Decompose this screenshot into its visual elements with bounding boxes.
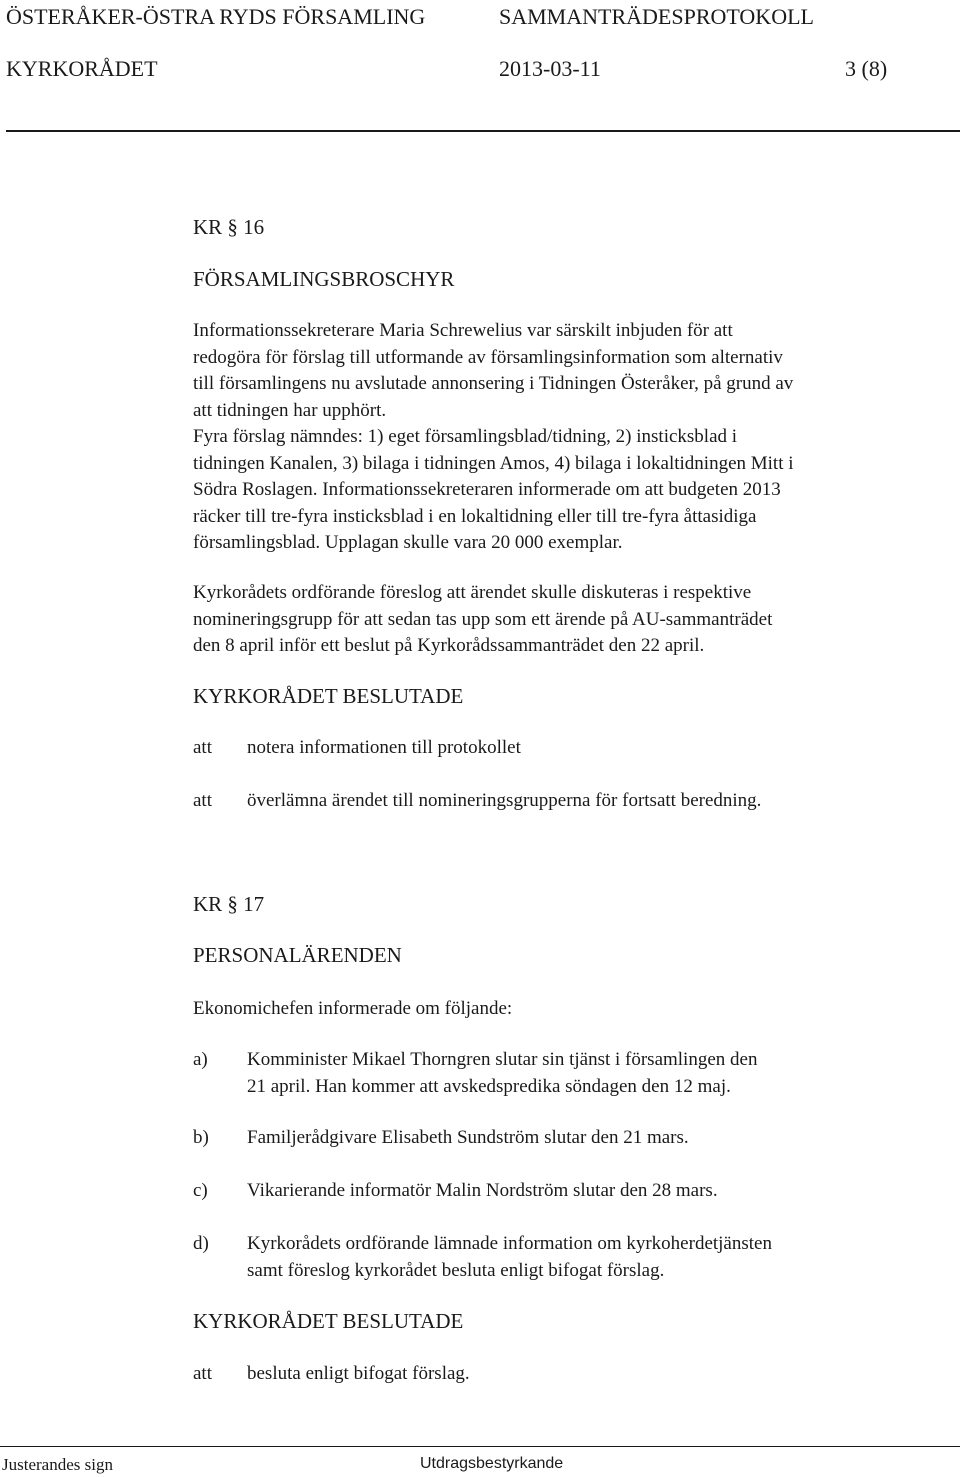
section-paragraph (193, 318, 913, 557)
decision-text: överlämna ärendet till nomineringsgrupperna för fortsatt beredning. (247, 790, 762, 811)
header-rule (6, 130, 960, 132)
footer-rule (0, 1446, 960, 1447)
header-date: 2013-03-11 (499, 56, 601, 81)
text-line: till församlingens nu avslutade annonsering i Tidningen Österåker, på grund av (193, 373, 794, 394)
text-line: 21 april. Han kommer att avskedspredika söndagen den 12 maj. (247, 1075, 731, 1097)
section-title: PERSONALÄRENDEN (193, 943, 402, 967)
text-line: tidningen Kanalen, 3) bilaga i tidningen Amos, 4) bilaga i lokaltidningen Mitt i (193, 452, 794, 474)
text-line: räcker till tre-fyra insticksblad i en lokaltidning eller till tre-fyra åttasidiga (193, 505, 757, 527)
decision-text: besluta enligt bifogat förslag. (247, 1363, 470, 1384)
list-item (247, 1178, 718, 1205)
text-line: Fyra förslag nämndes: 1) eget församlingsblad/tidning, 2) insticksblad i (193, 426, 738, 447)
header-body: KYRKORÅDET (6, 56, 158, 81)
text-line: redogöra för förslag till utformande av församlingsinformation som alternativ (193, 346, 783, 368)
section-paragraph (193, 580, 913, 660)
section-intro: Ekonomichefen informerade om följande: (193, 998, 513, 1019)
list-item (247, 1047, 757, 1100)
footer-utdragsbestyrkande: Utdragsbestyrkande (420, 1455, 564, 1472)
section-title: FÖRSAMLINGSBROSCHYR (193, 267, 455, 291)
text-line: Kyrkorådets ordförande lämnade information om kyrkoherdetjänsten (247, 1233, 772, 1254)
text-line: samt föreslog kyrkorådet besluta enligt bifogat förslag. (247, 1259, 665, 1281)
list-item (247, 1231, 772, 1284)
text-line: församlingsblad. Upplagan skulle vara 20 000 exemplar. (193, 532, 623, 553)
decision-marker: att (193, 1363, 212, 1384)
text-line: den 8 april inför ett beslut på Kyrkorådssammanträdet den 22 april. (193, 635, 705, 656)
text-line: Kyrkorådets ordförande föreslog att ärendet skulle diskuteras i respektive (193, 582, 752, 603)
header-organization: ÖSTERÅKER-ÖSTRA RYDS FÖRSAMLING (6, 4, 426, 29)
list-marker: b) (193, 1127, 209, 1148)
text-line: Informationssekreterare Maria Schrewelius var särskilt inbjuden för att (193, 320, 733, 341)
decision-heading: KYRKORÅDET BESLUTADE (193, 1309, 464, 1333)
text-line: att tidningen har upphört. (193, 399, 387, 421)
decision-marker: att (193, 790, 212, 811)
footer-justerandes-sign: Justerandes sign (2, 1455, 113, 1474)
list-marker: a) (193, 1049, 208, 1070)
list-marker: d) (193, 1233, 209, 1254)
text-line: Vikarierande informatör Malin Nordström slutar den 28 mars. (247, 1180, 718, 1201)
text-line: nomineringsgrupp för att sedan tas upp som ett ärende på AU-sammanträdet (193, 608, 773, 630)
text-line: Södra Roslagen. Informationssekreteraren informerade om att budgeten 2013 (193, 479, 781, 500)
header-page-number: 3 (8) (845, 56, 888, 81)
decision-marker: att (193, 737, 212, 758)
section-number: KR § 17 (193, 892, 265, 916)
text-line: Komminister Mikael Thorngren slutar sin tjänst i församlingen den (247, 1049, 758, 1070)
decision-heading: KYRKORÅDET BESLUTADE (193, 684, 464, 708)
header-document-type: SAMMANTRÄDESPROTOKOLL (499, 4, 814, 29)
decision-text: notera informationen till protokollet (247, 737, 521, 758)
list-marker: c) (193, 1180, 208, 1201)
text-line: Familjerådgivare Elisabeth Sundström slutar den 21 mars. (247, 1127, 689, 1148)
list-item (247, 1125, 689, 1152)
section-number: KR § 16 (193, 215, 265, 239)
